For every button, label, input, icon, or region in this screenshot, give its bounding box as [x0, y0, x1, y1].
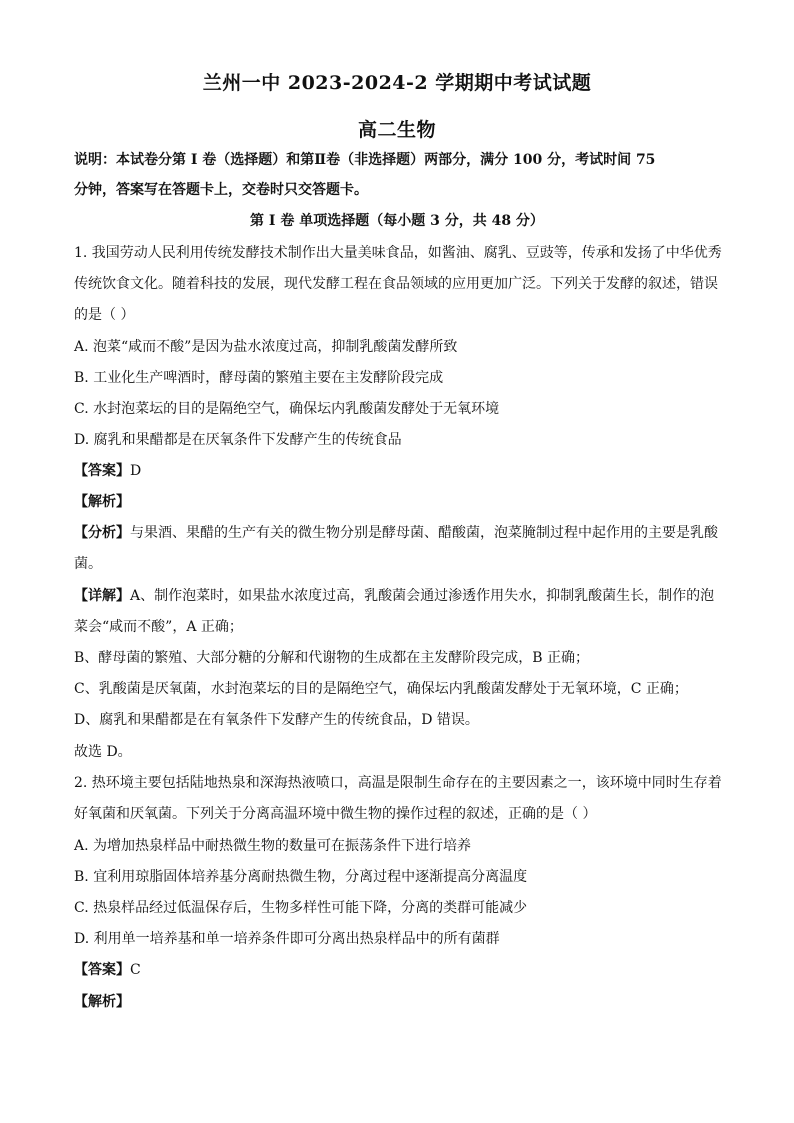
q1-fenxi-tag: 【分析】: [74, 525, 130, 541]
q2-answer-tag: 【答案】: [74, 962, 130, 978]
q2-answer: [74, 960, 724, 980]
q1-detail-line-3: B、酵母菌的繁殖、大部分糖的分解和代谢物的生成都在主发酵阶段完成，B 正确；: [74, 650, 590, 666]
q2-option-d: D. 利用单一培养基和单一培养条件即可分离出热泉样品中的所有菌群: [74, 931, 500, 947]
instructions-line-1: 说明：本试卷分第 I 卷（选择题）和第Ⅱ卷（非选择题）两部分，满分 100 分，考试时间 75: [74, 152, 656, 168]
q2-option-b: B. 宜利用琼脂固体培养基分离耐热微生物，分离过程中逐渐提高分离温度: [74, 869, 528, 885]
q1-stem-line-3: 的是（ ）: [74, 307, 135, 323]
instructions-line-2: 分钟，答案写在答题卡上，交卷时只交答题卡。: [74, 182, 368, 198]
q1-conclusion: 故选 D。: [74, 744, 132, 760]
q1-option-a: A. 泡菜“咸而不酸”是因为盐水浓度过高，抑制乳酸菌发酵所致: [74, 339, 458, 355]
q1-option-b: B. 工业化生产啤酒时，酵母菌的繁殖主要在主发酵阶段完成: [74, 370, 444, 386]
q2-answer-value: C: [130, 962, 141, 978]
q1-answer: [74, 461, 724, 481]
q1-fenxi-text-1: 与果酒、果醋的生产有关的微生物分别是酵母菌、醋酸菌，泡菜腌制过程中起作用的主要是乳酸: [130, 525, 718, 541]
exam-title: 兰州一中 2023-2024-2 学期期中考试试题: [202, 72, 592, 94]
q2-analysis-tag: [74, 992, 724, 1012]
q1-stem-line-1: 1. 我国劳动人民利用传统发酵技术制作出大量美味食品，如酱油、腐乳、豆豉等，传承和发扬了中华优秀: [74, 245, 722, 261]
section-heading: 第 I 卷 单项选择题（每小题 3 分，共 48 分）: [250, 213, 544, 229]
q1-answer-tag: 【答案】: [74, 463, 130, 479]
q1-answer-value: D: [130, 463, 142, 479]
q2-option-c: C. 热泉样品经过低温保存后，生物多样性可能下降，分离的类群可能减少: [74, 900, 528, 916]
q1-detail-text-1: A、制作泡菜时，如果盐水浓度过高，乳酸菌会通过渗透作用失水，抑制乳酸菌生长，制作的泡: [130, 588, 715, 604]
q1-detail-line-1: [74, 586, 724, 606]
q2-analysis-label: 【解析】: [74, 994, 130, 1010]
q1-option-c: C. 水封泡菜坛的目的是隔绝空气，确保坛内乳酸菌发酵处于无氧环境: [74, 401, 500, 417]
q1-analysis-tag: [74, 492, 724, 512]
q1-option-d: D. 腐乳和果醋都是在厌氧条件下发酵产生的传统食品: [74, 432, 402, 448]
q1-analysis-label: 【解析】: [74, 494, 130, 510]
q2-stem-line-1: 2. 热环境主要包括陆地热泉和深海热液喷口，高温是限制生命存在的主要因素之一，该环境中同时生存着: [74, 775, 722, 791]
q1-stem-line-2: 传统饮食文化。随着科技的发展，现代发酵工程在食品领域的应用更加广泛。下列关于发酵的叙述，错误: [74, 276, 718, 292]
exam-subtitle: 高二生物: [357, 119, 436, 141]
q2-option-a: A. 为增加热泉样品中耐热微生物的数量可在振荡条件下进行培养: [74, 838, 472, 854]
q2-stem-line-2: 好氧菌和厌氧菌。下列关于分离高温环境中微生物的操作过程的叙述，正确的是（ ）: [74, 806, 597, 822]
q1-detail-line-5: D、腐乳和果醋都是在有氧条件下发酵产生的传统食品，D 错误。: [74, 712, 479, 728]
q1-fenxi-line-1: [74, 523, 724, 543]
q1-fenxi-line-2: 菌。: [74, 556, 102, 572]
q1-detail-tag: 【详解】: [74, 588, 130, 604]
q1-detail-line-2: 菜会“咸而不酸”，A 正确；: [74, 619, 243, 635]
q1-detail-line-4: C、乳酸菌是厌氧菌，水封泡菜坛的目的是隔绝空气，确保坛内乳酸菌发酵处于无氧环境，C 正确；: [74, 681, 688, 697]
